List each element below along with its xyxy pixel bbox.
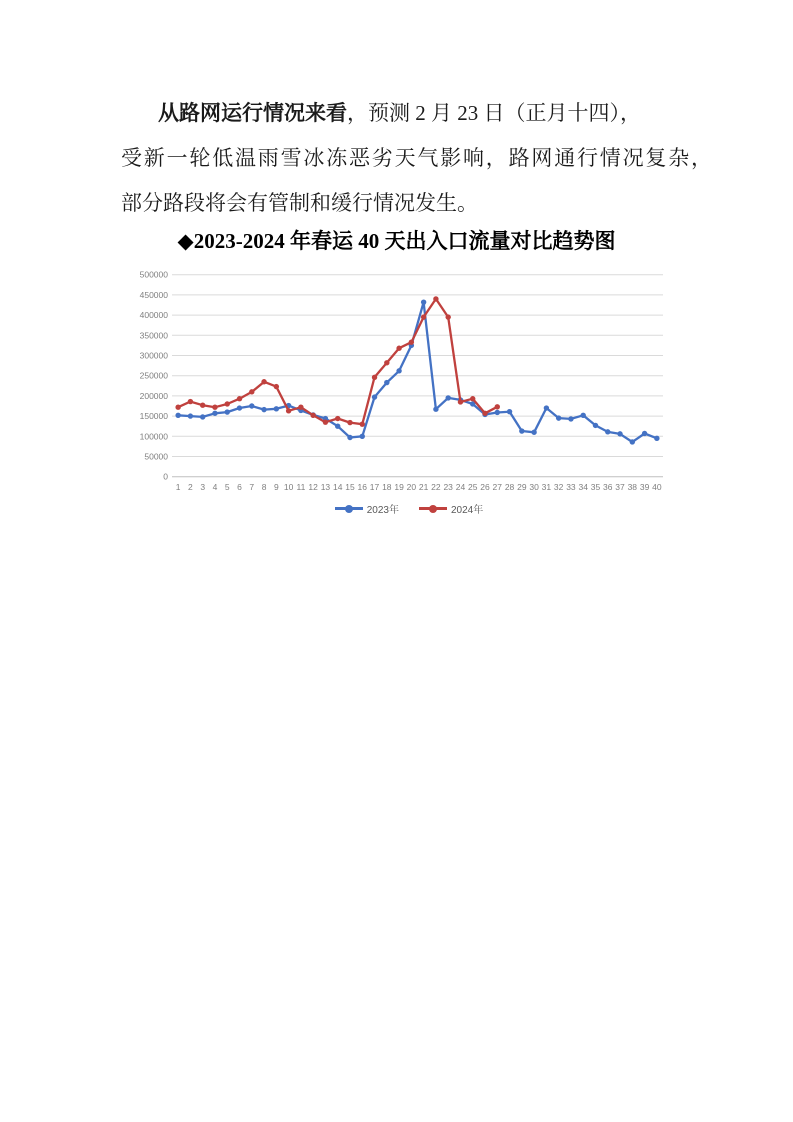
svg-text:16: 16 xyxy=(357,482,367,492)
svg-text:0: 0 xyxy=(163,471,168,482)
svg-text:3: 3 xyxy=(200,482,206,492)
paragraph-line-1-rest: ，预测 2 月 23 日（正月十四）， xyxy=(347,101,641,125)
svg-text:12: 12 xyxy=(308,482,318,492)
svg-text:19: 19 xyxy=(394,482,404,492)
svg-text:6: 6 xyxy=(237,482,242,492)
svg-text:14: 14 xyxy=(332,482,343,492)
svg-text:23: 23 xyxy=(443,482,453,492)
chart-legend xyxy=(135,501,683,516)
svg-text:7: 7 xyxy=(249,482,255,492)
svg-text:25: 25 xyxy=(468,482,478,492)
svg-text:2: 2 xyxy=(188,482,193,492)
svg-text:26: 26 xyxy=(480,482,490,492)
svg-text:29: 29 xyxy=(517,482,527,492)
svg-text:22: 22 xyxy=(431,482,441,492)
svg-text:100000: 100000 xyxy=(139,431,168,442)
svg-text:5: 5 xyxy=(224,482,230,492)
svg-text:21: 21 xyxy=(418,482,429,492)
svg-text:20: 20 xyxy=(406,482,417,492)
svg-text:500000: 500000 xyxy=(139,269,168,280)
svg-text:400000: 400000 xyxy=(139,310,168,321)
svg-text:300000: 300000 xyxy=(139,350,168,361)
svg-text:39: 39 xyxy=(639,482,650,492)
legend-label-2023: 2023年 xyxy=(366,505,399,516)
svg-text:350000: 350000 xyxy=(139,330,168,341)
svg-text:4: 4 xyxy=(212,482,218,492)
svg-text:35: 35 xyxy=(590,482,601,492)
svg-text:450000: 450000 xyxy=(139,289,168,300)
paragraph-line-1 xyxy=(121,91,683,136)
paragraph-lead-bold: 从路网运行情况来看 xyxy=(158,101,347,125)
chart-heading: ◆2023-2024 年春运 40 天出入口流量对比趋势图 xyxy=(177,229,616,253)
chart-plot-area xyxy=(135,264,683,500)
legend-item-2024 xyxy=(419,501,483,516)
svg-text:34: 34 xyxy=(578,482,588,492)
svg-text:10: 10 xyxy=(283,482,294,492)
svg-text:13: 13 xyxy=(320,482,331,492)
svg-text:38: 38 xyxy=(627,482,638,492)
svg-text:33: 33 xyxy=(566,482,576,492)
svg-text:150000: 150000 xyxy=(139,411,168,422)
legend-line-marker-2023-icon xyxy=(335,507,363,510)
legend-line-marker-2024-icon xyxy=(419,507,447,510)
svg-text:24: 24 xyxy=(455,482,466,492)
legend-item-2023 xyxy=(335,501,399,516)
svg-text:28: 28 xyxy=(504,482,515,492)
svg-text:11: 11 xyxy=(296,482,306,492)
svg-text:30: 30 xyxy=(529,482,539,492)
paragraph-line-2: 受新一轮低温雨雪冰冻恶劣天气影响，路网通行情况复杂， xyxy=(121,146,714,170)
svg-text:40: 40 xyxy=(652,482,662,492)
flow-trend-chart xyxy=(135,264,683,522)
svg-text:36: 36 xyxy=(603,482,613,492)
svg-text:1: 1 xyxy=(175,482,181,492)
svg-text:15: 15 xyxy=(345,482,355,492)
svg-text:31: 31 xyxy=(541,482,552,492)
svg-text:17: 17 xyxy=(369,482,380,492)
paragraph-line-3: 部分路段将会有管制和缓行情况发生。 xyxy=(121,191,478,215)
svg-text:9: 9 xyxy=(273,482,279,492)
svg-text:200000: 200000 xyxy=(139,390,168,401)
svg-text:37: 37 xyxy=(615,482,625,492)
svg-text:32: 32 xyxy=(553,482,564,492)
svg-text:27: 27 xyxy=(492,482,503,492)
svg-text:8: 8 xyxy=(261,482,267,492)
svg-text:250000: 250000 xyxy=(139,370,168,381)
legend-label-2024: 2024年 xyxy=(451,505,484,516)
body-paragraph xyxy=(121,91,714,226)
svg-text:18: 18 xyxy=(382,482,392,492)
svg-text:50000: 50000 xyxy=(144,451,168,462)
